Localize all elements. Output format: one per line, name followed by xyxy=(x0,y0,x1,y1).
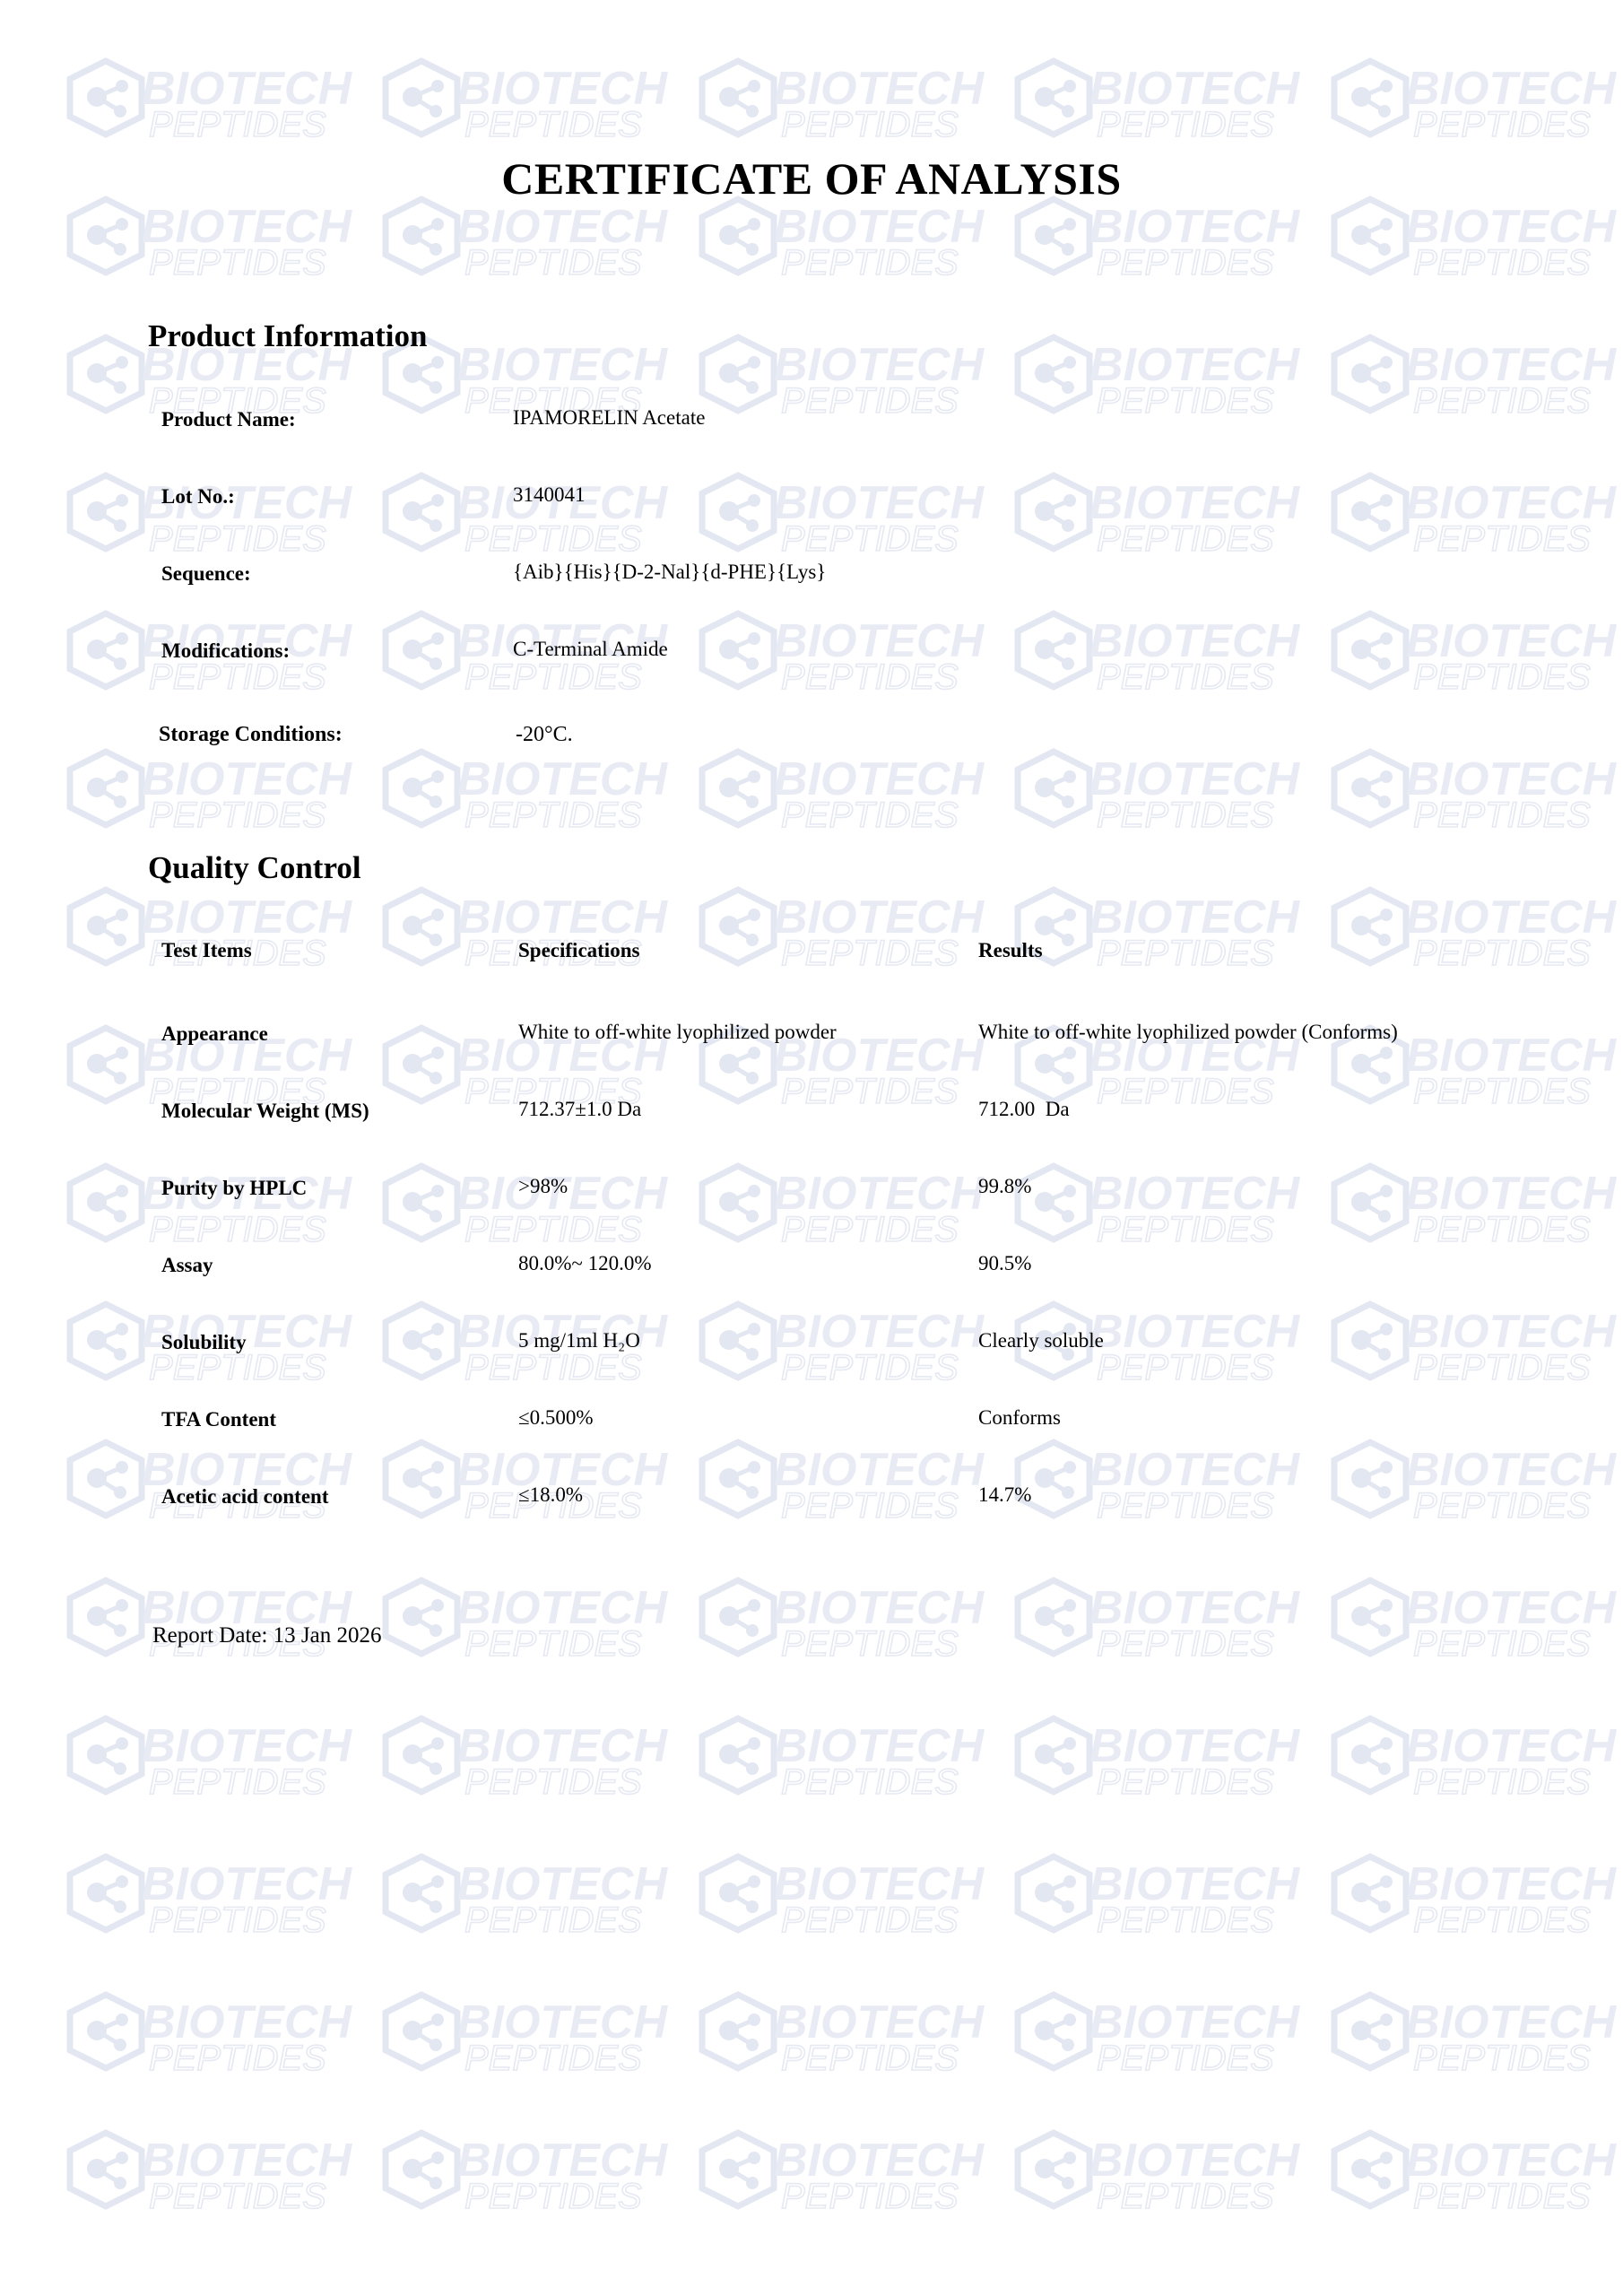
test-item: Solubility xyxy=(161,1331,247,1353)
table-row xyxy=(0,1177,1623,1213)
biotech-peptides-watermark: BIOTECH xyxy=(0,0,1623,2296)
specification: 712.37±1.0 Da xyxy=(518,1098,642,1120)
test-item: Assay xyxy=(161,1254,213,1276)
lot-number-label: Lot No.: xyxy=(161,485,235,508)
qc-header-results: Results xyxy=(978,939,1043,961)
specification: ≤18.0% xyxy=(518,1483,584,1506)
storage-conditions-value: -20°C. xyxy=(516,723,573,746)
storage-conditions-label: Storage Conditions: xyxy=(159,723,343,746)
test-item: Appearance xyxy=(161,1022,268,1045)
product-name-label: Product Name: xyxy=(161,408,296,430)
specification: White to off-white lyophilized powder xyxy=(518,1021,837,1043)
qc-header-test-items: Test Items xyxy=(161,939,252,961)
table-row xyxy=(0,1254,1623,1290)
result: 712.00 Da xyxy=(978,1098,1070,1120)
table-row xyxy=(0,1485,1623,1521)
test-item: Purity by HPLC xyxy=(161,1177,308,1199)
table-row xyxy=(0,1022,1623,1058)
quality-control-heading: Quality Control xyxy=(148,850,361,885)
result: Conforms xyxy=(978,1406,1061,1429)
result: 90.5% xyxy=(978,1252,1032,1274)
sequence-value: {Aib}{His}{D-2-Nal}{d-PHE}{Lys} xyxy=(513,561,827,583)
qc-header-row xyxy=(0,939,1623,975)
result: 14.7% xyxy=(978,1483,1032,1506)
test-item: Acetic acid content xyxy=(161,1485,329,1508)
specification: 80.0%~ 120.0% xyxy=(518,1252,652,1274)
sequence-label: Sequence: xyxy=(161,562,251,585)
table-row xyxy=(0,1331,1623,1367)
specification: 5 mg/1ml H₂O xyxy=(518,1329,640,1352)
lot-number-value: 3140041 xyxy=(513,483,586,506)
result: Clearly soluble xyxy=(978,1329,1104,1352)
product-information-heading: Product Information xyxy=(148,318,428,353)
modifications-value: C-Terminal Amide xyxy=(513,638,668,660)
test-item: TFA Content xyxy=(161,1408,276,1431)
product-name-value: IPAMORELIN Acetate xyxy=(513,406,706,429)
result: White to off-white lyophilized powder (Conforms) xyxy=(978,1021,1398,1043)
table-row xyxy=(0,1100,1623,1135)
result: 99.8% xyxy=(978,1175,1032,1197)
specification: >98% xyxy=(518,1175,568,1197)
table-row xyxy=(0,1408,1623,1444)
test-item: Molecular Weight (MS) xyxy=(161,1100,369,1122)
report-date: Report Date: 13 Jan 2026 xyxy=(152,1623,382,1648)
modifications-label: Modifications: xyxy=(161,639,291,662)
document-title: CERTIFICATE OF ANALYSIS xyxy=(501,153,1122,204)
specification: ≤0.500% xyxy=(518,1406,594,1429)
qc-header-specifications: Specifications xyxy=(518,939,640,961)
